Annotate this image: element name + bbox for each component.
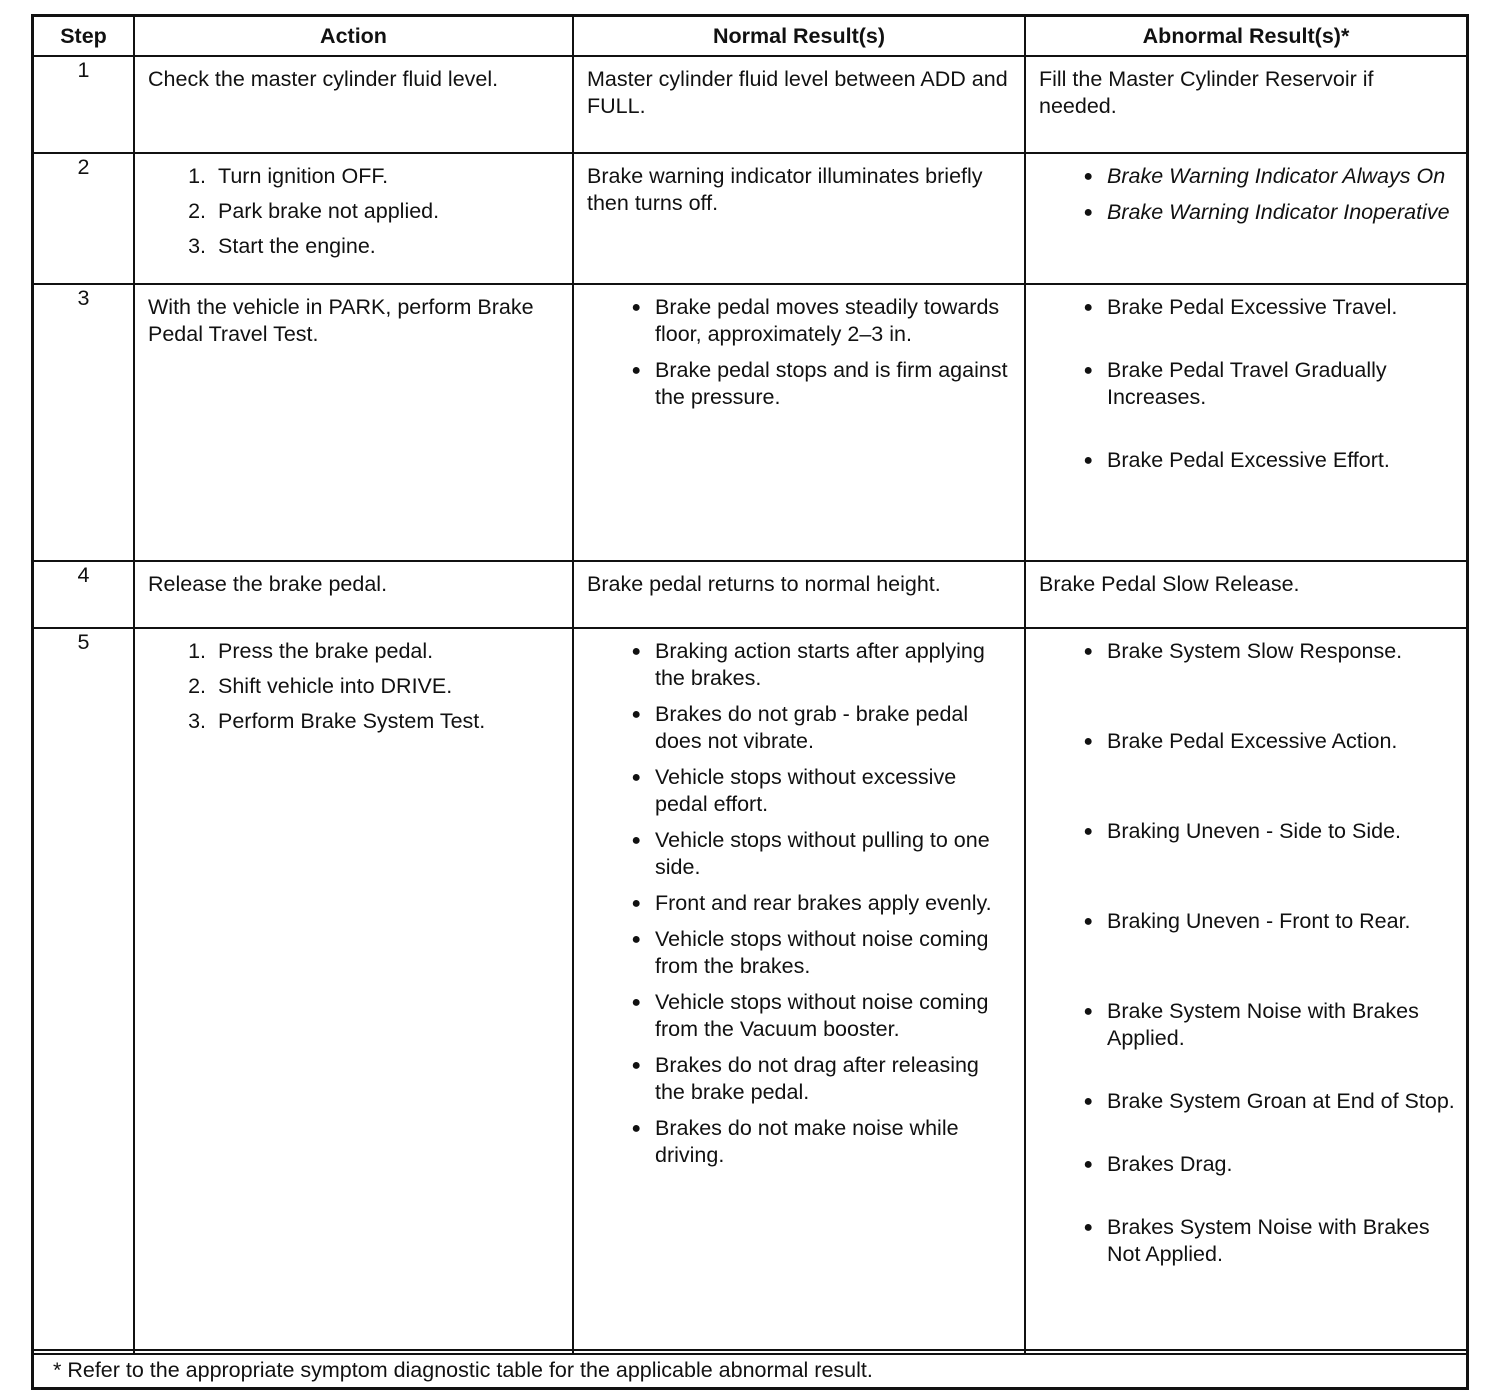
abnormal-result-text: Brakes System Noise with Brakes Not Applied. — [1107, 1215, 1430, 1266]
abnormal-result-text: Brake Warning Indicator Always On — [1107, 164, 1446, 188]
normal-result-text: Brake pedal stops and is firm against the pressure. — [655, 358, 1008, 409]
list-item: ● Brakes Drag. — [1083, 1152, 1233, 1176]
normal-result-text: Vehicle stops without noise coming from the brakes. — [655, 927, 989, 978]
list-item: ● Brakes do not make noise while driving. — [587, 1115, 1014, 1169]
list-item: ● Brake Warning Indicator Inoperative — [1083, 200, 1450, 224]
list-item: 1. Turn ignition OFF. — [188, 164, 389, 188]
list-item: ● Vehicle stops without excessive pedal effort. — [587, 764, 1014, 818]
normal-result-cell — [573, 628, 1025, 1354]
action-cell: Release the brake pedal. — [134, 561, 573, 628]
action-step-text: Park brake not applied. — [218, 199, 440, 223]
abnormal-result-cell — [1025, 153, 1466, 284]
abnormal-result-text: Brake System Groan at End of Stop. — [1107, 1089, 1455, 1113]
list-item: 3. Perform Brake System Test. — [188, 709, 486, 733]
list-item: 2. Park brake not applied. — [188, 199, 440, 223]
list-item: ● Brake System Slow Response. — [1083, 639, 1403, 663]
action-cell — [134, 153, 573, 284]
list-item: ● Brake Pedal Excessive Effort. — [1083, 448, 1390, 472]
action-step-text: Start the engine. — [218, 234, 376, 258]
abnormal-results-list — [1039, 294, 1456, 474]
action-step-text: Perform Brake System Test. — [218, 709, 486, 733]
footnote: * Refer to the appropriate symptom diagnostic table for the applicable abnormal result. — [34, 1349, 1466, 1387]
abnormal-result-text: Brake Pedal Excessive Travel. — [1107, 295, 1398, 319]
list-item: ● Brakes do not drag after releasing the brake pedal. — [587, 1052, 1014, 1106]
normal-result-text: Brakes do not grab - brake pedal does not vibrate. — [655, 702, 969, 753]
header-action: Action — [134, 17, 573, 56]
normal-result-text: Front and rear brakes apply evenly. — [655, 891, 992, 915]
table-row — [34, 153, 1466, 284]
normal-result-cell — [573, 284, 1025, 561]
abnormal-result-text: Brake System Slow Response. — [1107, 639, 1403, 663]
list-item: ● Brake Warning Indicator Always On — [1083, 164, 1446, 188]
normal-result-text: Vehicle stops without excessive pedal effort. — [655, 765, 957, 816]
list-item: 1. Press the brake pedal. — [188, 639, 434, 663]
table-row — [34, 56, 1466, 153]
abnormal-results-list — [1039, 163, 1456, 226]
list-item: 2. Shift vehicle into DRIVE. — [188, 674, 453, 698]
normal-result-text: Brake pedal moves steadily towards floor, approximately 2–3 in. — [655, 295, 1000, 346]
action-cell: With the vehicle in PARK, perform Brake Pedal Travel Test. — [134, 284, 573, 561]
step-number: 5 — [34, 628, 134, 1354]
abnormal-result-cell — [1025, 628, 1466, 1354]
list-item: ● Brake Pedal Excessive Action. — [1083, 729, 1398, 753]
list-item: ● Front and rear brakes apply evenly. — [631, 891, 992, 915]
normal-result-cell: Brake warning indicator illuminates briefly then turns off. — [573, 153, 1025, 284]
header-abnormal-results: Abnormal Result(s)* — [1025, 17, 1466, 56]
list-item: ● Brakes do not grab - brake pedal does not vibrate. — [587, 701, 1014, 755]
abnormal-result-text: Brake Pedal Travel Gradually Increases. — [1107, 358, 1387, 409]
action-step-text: Shift vehicle into DRIVE. — [218, 674, 453, 698]
abnormal-result-text: Brake Warning Indicator Inoperative — [1107, 200, 1450, 224]
table-row — [34, 561, 1466, 628]
list-item: ● Braking Uneven - Front to Rear. — [1083, 909, 1411, 933]
diagnostic-table — [34, 17, 1466, 1355]
abnormal-result-cell — [1025, 284, 1466, 561]
list-item: ● Braking Uneven - Side to Side. — [1083, 819, 1401, 843]
list-item: ● Vehicle stops without noise coming from the brakes. — [587, 926, 1014, 980]
normal-results-list — [587, 638, 1014, 1169]
action-steps-list — [148, 163, 562, 260]
list-item: ● Vehicle stops without pulling to one side. — [587, 827, 1014, 881]
normal-result-text: Brakes do not make noise while driving. — [655, 1116, 959, 1167]
diagnostic-table-sheet — [31, 14, 1469, 1390]
header-step: Step — [34, 17, 134, 56]
list-item: ● Brake pedal stops and is firm against the pressure. — [587, 357, 1014, 411]
list-item: ● Brakes System Noise with Brakes Not Applied. — [1039, 1214, 1456, 1268]
table-row — [34, 628, 1466, 1354]
list-item: 3. Start the engine. — [188, 234, 376, 258]
step-number: 3 — [34, 284, 134, 561]
step-number: 1 — [34, 56, 134, 153]
action-cell: Check the master cylinder fluid level. — [134, 56, 573, 153]
normal-result-text: Braking action starts after applying the brakes. — [655, 639, 985, 690]
table-row — [34, 284, 1466, 561]
normal-result-text: Vehicle stops without pulling to one side. — [655, 828, 990, 879]
list-item: ● Brake Pedal Travel Gradually Increases. — [1039, 357, 1456, 411]
action-step-text: Turn ignition OFF. — [218, 164, 389, 188]
list-item: ● Vehicle stops without noise coming from the Vacuum booster. — [587, 989, 1014, 1043]
header-normal-results: Normal Result(s) — [573, 17, 1025, 56]
normal-result-cell: Brake pedal returns to normal height. — [573, 561, 1025, 628]
abnormal-result-text: Brake System Noise with Brakes Applied. — [1107, 999, 1419, 1050]
abnormal-result-text: Braking Uneven - Front to Rear. — [1107, 909, 1411, 933]
abnormal-results-list — [1039, 638, 1456, 1268]
action-cell — [134, 628, 573, 1354]
normal-result-cell: Master cylinder fluid level between ADD and FULL. — [573, 56, 1025, 153]
step-number: 4 — [34, 561, 134, 628]
normal-results-list — [587, 294, 1014, 411]
abnormal-result-cell: Fill the Master Cylinder Reservoir if needed. — [1025, 56, 1466, 153]
abnormal-result-text: Brake Pedal Excessive Action. — [1107, 729, 1398, 753]
header-row — [34, 17, 1466, 56]
action-step-text: Press the brake pedal. — [218, 639, 434, 663]
list-item: ● Brake Pedal Excessive Travel. — [1083, 295, 1398, 319]
abnormal-result-cell: Brake Pedal Slow Release. — [1025, 561, 1466, 628]
abnormal-result-text: Brake Pedal Excessive Effort. — [1107, 448, 1390, 472]
normal-result-text: Vehicle stops without noise coming from the Vacuum booster. — [655, 990, 989, 1041]
step-number: 2 — [34, 153, 134, 284]
normal-result-text: Brakes do not drag after releasing the brake pedal. — [655, 1053, 979, 1104]
list-item: ● Brake pedal moves steadily towards floor, approximately 2–3 in. — [587, 294, 1014, 348]
action-steps-list — [148, 638, 562, 735]
list-item: ● Braking action starts after applying the brakes. — [587, 638, 1014, 692]
abnormal-result-text: Braking Uneven - Side to Side. — [1107, 819, 1401, 843]
list-item: ● Brake System Noise with Brakes Applied. — [1039, 998, 1456, 1052]
abnormal-result-text: Brakes Drag. — [1107, 1152, 1233, 1176]
list-item: ● Brake System Groan at End of Stop. — [1083, 1089, 1455, 1113]
